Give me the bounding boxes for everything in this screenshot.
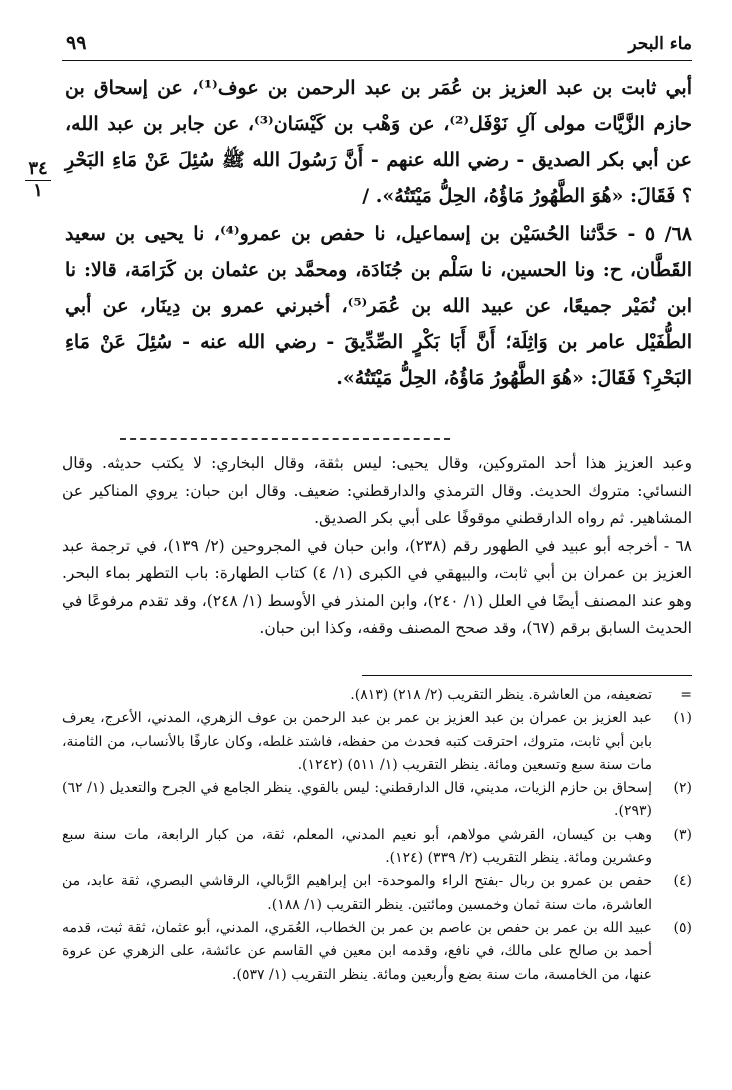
commentary-section	[62, 450, 692, 662]
footnote-marker: (٤)	[673, 873, 692, 890]
commentary-paragraph-1: وعبد العزيز هذا أحد المتروكين، وقال يحيى: ليس بثقة، وقال البخاري: لا يكتب حديثه. وقال النسائي: متروك الحديث. وقال الترمذي والدارقطني: ضعيف. وقال ابن حبان: يروي المناكير عن المشاهير. ثم رواه الدارقطني موقوفًا على أبي بكر الصديق.	[62, 454, 692, 527]
hadith-paragraph-1: أبي ثابت بن عبد العزيز بن عُمَر بن عبد الرحمن بن عوف⁽¹⁾، عن إسحاق بن حازم الزَّيَّات مولى آلِ نَوْفَل⁽²⁾، عن وَهْب بن كَيْسَان⁽³⁾، عن جابر بن عبد الله، عن أبي بكر الصديق - رضي الله عنهم - أَنَّ رَسُولَ الله ﷺ سُئِلَ عَنْ مَاءِ البَحْرِ ؟ فَقَالَ: «هُوَ الطَّهُورُ مَاؤُهُ، الحِلُّ مَيْتَتُهُ». /	[65, 77, 692, 207]
page-number: ٩٩	[66, 32, 87, 54]
footnote-continuation	[62, 684, 692, 707]
footnote-marker: (٣)	[673, 826, 692, 843]
footnote-text: تضعيفه، من العاشرة. ينظر التقريب (٢/ ٢١٨) (٨١٣).	[350, 687, 652, 703]
running-title: ماء البحر	[628, 34, 692, 54]
footnote-text: وهب بن كيسان، القرشي مولاهم، أبو نعيم المدني، المعلم، ثقة، من كبار الرابعة، مات سنة سبع وعشرين ومائة. ينظر التقريب (٢/ ٣٣٩) (١٢٤).	[62, 826, 652, 867]
folio-side: ١	[33, 179, 43, 201]
hadith-paragraph-2: ٦٨/ ٥ - حَدَّثنا الحُسَيْن بن إسماعيل، نا حفص بن عمرو⁽⁴⁾، نا يحيى بن سعيد القَطَّان، ح: ونا الحسين، نا سَلْم بن جُنَادَة، ومحمَّد بن عثمان بن كَرَامَة، قالا: نا ابن نُمَيْر جميعًا، عن عبيد الله بن عُمَر⁽⁵⁾، أخبرني عمرو بن دِينَار، عن أبي الطُّفَيْل عامر بن وَاثِلَة؛ أَنَّ أَبَا بَكْرٍ الصِّدِّيقَ - رضي الله عنه - سُئِلَ عَنْ مَاءِ البَحْرِ؟ فَقَالَ: «هُوَ الطَّهُورُ مَاؤُهُ، الحِلُّ مَيْتَتُهُ».	[65, 223, 693, 389]
footnote-4	[62, 870, 692, 917]
footnote-marker: (١)	[673, 710, 692, 727]
manuscript-folio-marker	[18, 160, 58, 201]
footnote-text: إسحاق بن حازم الزيات، مديني، قال الدارقطني: ليس بالقوي. ينظر الجامع في الجرح والتعديل (١/ ٦٢) (٢٩٣).	[62, 780, 652, 820]
footnotes-section	[62, 684, 692, 1054]
footnote-marker: (٢)	[673, 780, 692, 797]
footnote-text: عبد العزيز بن عمران بن عبد العزيز بن عمر بن عبد الرحمن بن عوف الزهري، المدني، الأعرج، يعرف بابن أبي ثابت، متروك، احترقت كتبه فحدث من حفظه، فاشتد غلطه، وكان عارفًا بالأنساب، من الثامنة، مات سنة سبع وتسعين ومائة. ينظر التقريب (١/ ٥١١) (١٢٤٢).	[62, 710, 652, 773]
footnote-text: حفص بن عمرو بن ربال -بفتح الراء والموحدة- ابن إبراهيم الرَّبالي، الرقاشي البصري، ثقة عابد، من العاشرة، مات سنة ثمان وخمسين ومائتين. ينظر التقريب (١/ ١٨٨).	[62, 873, 652, 913]
hadith-text	[65, 70, 692, 400]
page-header	[62, 30, 692, 61]
footnote-2	[62, 777, 692, 824]
footnote-text: عبيد الله بن عمر بن حفص بن عاصم بن عمر بن الخطاب، العُمَري، المدني، أبو عثمان، ثقة ثبت، قدمه أحمد بن صالح على مالك، في نافع، وقدمه ابن معين في القاسم عن عائشة، على الزهري عن عروة عنها، من الخامسة، مات سنة بضع وأربعين ومائة. ينظر التقريب (١/ ٥٣٧).	[62, 919, 652, 983]
folio-number: ٣٤	[28, 158, 48, 179]
footnote-rule	[362, 675, 692, 676]
footnote-3	[62, 824, 692, 871]
footnote-marker: =	[680, 687, 692, 703]
footnote-marker: (٥)	[673, 919, 692, 936]
footnote-1	[62, 707, 692, 777]
footnote-5	[62, 917, 692, 987]
commentary-paragraph-2: ٦٨ - أخرجه أبو عبيد في الطهور رقم (٢٣٨)، وابن حبان في المجروحين (٢/ ١٣٩)، في ترجمة عبد العزيز بن عمران بن أبي ثابت، والبيهقي في الكبرى (١/ ٤) كتاب الطهارة: باب التطهر بماء البحر. وهو عند المصنف أيضًا في العلل (١/ ٢٤٠)، وابن المنذر في الأوسط (١/ ٢٤٨)، وقد تقدم مرفوعًا في الحديث السابق برقم (٦٧)، وقد صحح المصنف وقفه، وكذا ابن حبان.	[62, 536, 692, 637]
dashed-separator	[120, 438, 450, 440]
